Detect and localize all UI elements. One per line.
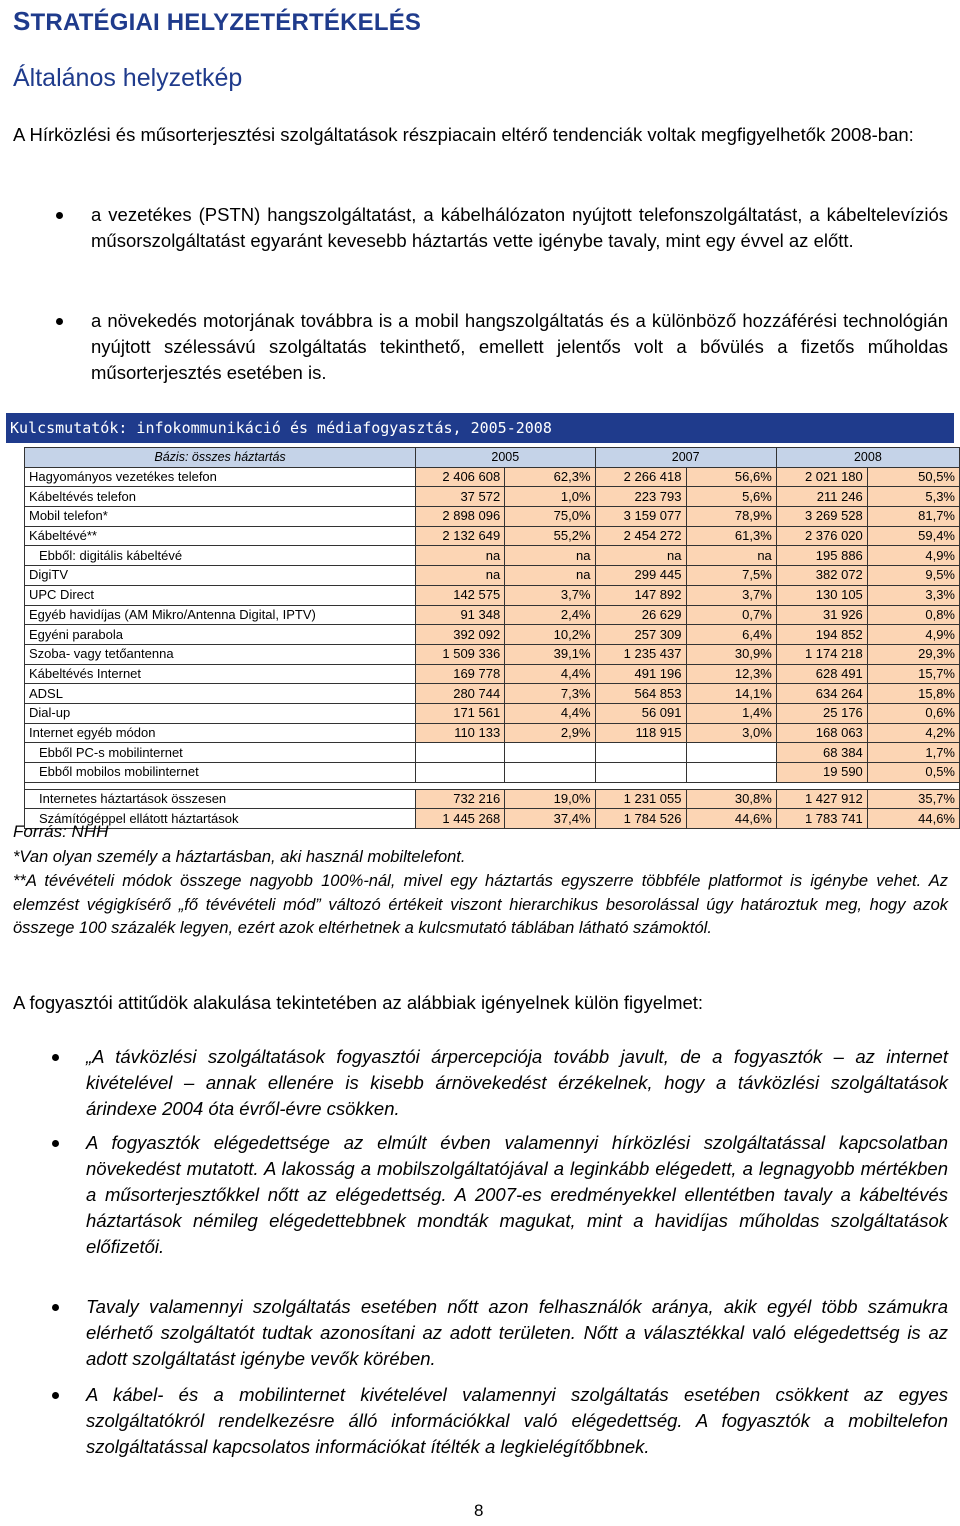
footnote: **A tévévételi módok összege nagyobb 100%-nál, mivel egy háztartás egyszerre többféle platformot is igénybe vehet. Az elemzést végigkísérő „fő tévévételi mód” változó értékeit viszont hierarchikus besorolással úgy határoztuk meg, hogy azok összege 100 százalék legyen, ezért azok eltérhetnek a kulcsmutató táblában látható számoktól.	[13, 872, 948, 937]
count-cell: 118 915	[595, 723, 686, 743]
attitudes-paragraph: A fogyasztói attitűdök alakulása tekintetében az alábbiak igényelnek külön figyelmet:	[13, 992, 704, 1013]
table-row	[25, 526, 960, 546]
year-header: 2005	[416, 448, 595, 468]
percent-cell: 35,7%	[867, 789, 959, 809]
row-label: Kábeltévés Internet	[25, 664, 416, 684]
count-cell: 2 132 649	[416, 526, 505, 546]
count-cell: 564 853	[595, 684, 686, 704]
percent-cell: 3,3%	[867, 585, 959, 605]
table-row	[25, 605, 960, 625]
footnote: *Van olyan személy a háztartásban, aki használ mobiltelefont.	[13, 848, 466, 866]
page-number: 8	[474, 1501, 484, 1520]
percent-cell: 62,3%	[505, 467, 595, 487]
percent-cell: 4,2%	[867, 723, 959, 743]
spacer-cell	[25, 782, 960, 789]
count-cell: 2 898 096	[416, 507, 505, 527]
count-cell	[416, 763, 505, 783]
count-cell: 2 376 020	[776, 526, 867, 546]
bullet-icon	[56, 318, 63, 325]
row-label: DigiTV	[25, 566, 416, 586]
percent-cell: 10,2%	[505, 625, 595, 645]
percent-cell: 81,7%	[867, 507, 959, 527]
title-initial: S	[13, 6, 31, 36]
row-label: Ebből: digitális kábeltévé	[25, 546, 416, 566]
percent-cell: 14,1%	[686, 684, 776, 704]
percent-cell: 1,0%	[505, 487, 595, 507]
percent-cell: na	[505, 546, 595, 566]
percent-cell: 2,4%	[505, 605, 595, 625]
year-header: 2007	[595, 448, 776, 468]
percent-cell: 15,8%	[867, 684, 959, 704]
bullet-item: A kábel- és a mobilinternet kivételével valamennyi szolgáltatás esetében csökkent az egyes szolgáltatókról rendelkezésre álló információkkal való elégedettség. A fogyasztók a mobiltelefon szolgáltatással kapcsolatos információkat ítélték a legkielégítőbbnek.	[86, 1384, 948, 1457]
table-row	[25, 684, 960, 704]
bullet-item: a vezetékes (PSTN) hangszolgáltatást, a kábelhálózaton nyújtott telefonszolgáltatást, a kábeltelevíziós műsorszolgáltatást egyaránt kevesebb háztartás vette igénybe tavaly, mint egy évvel az előtt.	[91, 204, 948, 251]
percent-cell: 55,2%	[505, 526, 595, 546]
base-label: Bázis: összes háztartás	[25, 448, 416, 468]
percent-cell: 3,7%	[505, 585, 595, 605]
row-label: Internet egyéb módon	[25, 723, 416, 743]
count-cell: 1 231 055	[595, 789, 686, 809]
row-label: Kábeltévé**	[25, 526, 416, 546]
count-cell: 25 176	[776, 703, 867, 723]
key-indicators-table	[24, 447, 960, 829]
percent-cell: 29,3%	[867, 644, 959, 664]
percent-cell: 7,3%	[505, 684, 595, 704]
row-label: Dial-up	[25, 703, 416, 723]
percent-cell: 59,4%	[867, 526, 959, 546]
table-row	[25, 703, 960, 723]
row-label: Kábeltévés telefon	[25, 487, 416, 507]
percent-cell: 30,9%	[686, 644, 776, 664]
percent-cell: 50,5%	[867, 467, 959, 487]
percent-cell: 3,7%	[686, 585, 776, 605]
row-label: UPC Direct	[25, 585, 416, 605]
count-cell	[595, 763, 686, 783]
percent-cell: 39,1%	[505, 644, 595, 664]
count-cell: na	[416, 546, 505, 566]
count-cell: 628 491	[776, 664, 867, 684]
count-cell: 223 793	[595, 487, 686, 507]
percent-cell	[686, 743, 776, 763]
table-row	[25, 546, 960, 566]
percent-cell: 56,6%	[686, 467, 776, 487]
count-cell: 491 196	[595, 664, 686, 684]
percent-cell	[686, 763, 776, 783]
table-row	[25, 763, 960, 783]
count-cell: 68 384	[776, 743, 867, 763]
count-cell: 171 561	[416, 703, 505, 723]
table-row	[25, 625, 960, 645]
count-cell: 26 629	[595, 605, 686, 625]
count-cell: 1 783 741	[776, 809, 867, 829]
percent-cell: 2,9%	[505, 723, 595, 743]
bullet-icon	[52, 1304, 59, 1311]
table-row	[25, 644, 960, 664]
count-cell: na	[416, 566, 505, 586]
row-label: Ebből mobilos mobilinternet	[25, 763, 416, 783]
table-row	[25, 789, 960, 809]
count-cell: 56 091	[595, 703, 686, 723]
count-cell: 31 926	[776, 605, 867, 625]
percent-cell: 44,6%	[686, 809, 776, 829]
count-cell: 392 092	[416, 625, 505, 645]
count-cell: 91 348	[416, 605, 505, 625]
table-row	[25, 467, 960, 487]
percent-cell: 30,8%	[686, 789, 776, 809]
count-cell: 142 575	[416, 585, 505, 605]
percent-cell: na	[505, 566, 595, 586]
percent-cell: 37,4%	[505, 809, 595, 829]
percent-cell: 1,7%	[867, 743, 959, 763]
count-cell: 3 269 528	[776, 507, 867, 527]
row-label: ADSL	[25, 684, 416, 704]
row-label: Számítógéppel ellátott háztartások	[25, 809, 416, 829]
percent-cell: 4,4%	[505, 664, 595, 684]
bullet-icon	[52, 1140, 59, 1147]
count-cell: 2 021 180	[776, 467, 867, 487]
bullet-icon	[56, 212, 63, 219]
title-rest: TRATÉGIAI HELYZETÉRTÉKELÉS	[30, 9, 422, 36]
table-row	[25, 743, 960, 763]
row-label: Szoba- vagy tetőantenna	[25, 644, 416, 664]
count-cell: 1 427 912	[776, 789, 867, 809]
bullet-item: a növekedés motorjának továbbra is a mobil hangszolgáltatás és a különböző hozzáférési technológián nyújtott szélessávú szolgáltatás tekinthető, emellett jelentős volt a bővülés a fizetős műholdas műsorterjesztés esetében is.	[91, 310, 948, 383]
table-row	[25, 723, 960, 743]
percent-cell: na	[686, 546, 776, 566]
table-spacer-row	[25, 782, 960, 789]
percent-cell: 9,5%	[867, 566, 959, 586]
count-cell: 257 309	[595, 625, 686, 645]
count-cell: 130 105	[776, 585, 867, 605]
count-cell: 2 406 608	[416, 467, 505, 487]
row-label: Egyéni parabola	[25, 625, 416, 645]
count-cell: 3 159 077	[595, 507, 686, 527]
count-cell: 1 784 526	[595, 809, 686, 829]
count-cell: 147 892	[595, 585, 686, 605]
count-cell	[595, 743, 686, 763]
percent-cell: 6,4%	[686, 625, 776, 645]
count-cell: 211 246	[776, 487, 867, 507]
year-header: 2008	[776, 448, 959, 468]
table-row	[25, 664, 960, 684]
table-row	[25, 487, 960, 507]
percent-cell: 4,9%	[867, 546, 959, 566]
count-cell: 382 072	[776, 566, 867, 586]
percent-cell: 44,6%	[867, 809, 959, 829]
percent-cell: 75,0%	[505, 507, 595, 527]
row-label: Mobil telefon*	[25, 507, 416, 527]
section-subtitle: Általános helyzetkép	[13, 64, 243, 92]
row-label: Ebből PC-s mobilinternet	[25, 743, 416, 763]
percent-cell: 19,0%	[505, 789, 595, 809]
count-cell: 168 063	[776, 723, 867, 743]
count-cell: 195 886	[776, 546, 867, 566]
count-cell: 19 590	[776, 763, 867, 783]
count-cell: 1 235 437	[595, 644, 686, 664]
count-cell	[416, 743, 505, 763]
count-cell: 280 744	[416, 684, 505, 704]
percent-cell: 78,9%	[686, 507, 776, 527]
count-cell: 1 509 336	[416, 644, 505, 664]
table-title: Kulcsmutatók: infokommunikáció és médiafogyasztás, 2005-2008	[6, 413, 954, 443]
count-cell: 169 778	[416, 664, 505, 684]
percent-cell	[505, 763, 595, 783]
bullet-item: Tavaly valamennyi szolgáltatás esetében nőtt azon felhasználók aránya, akik egyél több számukra elérhető szolgáltatót tudtak azonosítani az adott területen. Nőtt a választékkal való elégedettség is az adott szolgáltatást igénybe vevők körében.	[86, 1296, 948, 1369]
row-label: Egyéb havidíjas (AM Mikro/Antenna Digital, IPTV)	[25, 605, 416, 625]
row-label: Internetes háztartások összesen	[25, 789, 416, 809]
percent-cell: 5,6%	[686, 487, 776, 507]
percent-cell: 15,7%	[867, 664, 959, 684]
percent-cell: 12,3%	[686, 664, 776, 684]
bullet-item: „A távközlési szolgáltatások fogyasztói árpercepciója tovább javult, de a fogyasztók – az internet kivételével – annak ellenére is kisebb árnövekedést érzékelnek, hogy a távközlési szolgáltatások árindexe 2004 óta évről-évre csökken.	[86, 1046, 948, 1119]
row-label: Hagyományos vezetékes telefon	[25, 467, 416, 487]
source-note: Forrás: NHH	[13, 822, 109, 841]
count-cell: 194 852	[776, 625, 867, 645]
bullet-icon	[52, 1054, 59, 1061]
page-title	[13, 6, 421, 37]
count-cell: 299 445	[595, 566, 686, 586]
percent-cell: 4,9%	[867, 625, 959, 645]
percent-cell	[505, 743, 595, 763]
count-cell: 634 264	[776, 684, 867, 704]
percent-cell: 1,4%	[686, 703, 776, 723]
percent-cell: 7,5%	[686, 566, 776, 586]
count-cell: 110 133	[416, 723, 505, 743]
table-row	[25, 507, 960, 527]
percent-cell: 3,0%	[686, 723, 776, 743]
count-cell: na	[595, 546, 686, 566]
percent-cell: 0,6%	[867, 703, 959, 723]
bullet-icon	[52, 1392, 59, 1399]
percent-cell: 0,8%	[867, 605, 959, 625]
percent-cell: 0,5%	[867, 763, 959, 783]
percent-cell: 5,3%	[867, 487, 959, 507]
count-cell: 1 174 218	[776, 644, 867, 664]
bullet-item: A fogyasztók elégedettsége az elmúlt évben valamennyi hírközlési szolgáltatással kapcsolatban növekedést mutatott. A lakosság a mobilszolgáltatójával a leginkább elégedett, a legnagyobb mértékben a műsorterjesztőkkel nőtt az elégedettség. A 2007-es eredményekkel ellentétben tavaly a kábeltévés háztartások némileg elégedettebbnek mondták magukat, mint a havidíjas műholdas szolgáltatások előfizetői.	[86, 1132, 948, 1257]
count-cell: 1 445 268	[416, 809, 505, 829]
count-cell: 2 454 272	[595, 526, 686, 546]
table-row	[25, 809, 960, 829]
table-row	[25, 566, 960, 586]
count-cell: 37 572	[416, 487, 505, 507]
percent-cell: 61,3%	[686, 526, 776, 546]
count-cell: 2 266 418	[595, 467, 686, 487]
table-header-row	[25, 448, 960, 468]
percent-cell: 4,4%	[505, 703, 595, 723]
count-cell: 732 216	[416, 789, 505, 809]
percent-cell: 0,7%	[686, 605, 776, 625]
intro-paragraph: A Hírközlési és műsorterjesztési szolgáltatások részpiacain eltérő tendenciák voltak megfigyelhetők 2008-ban:	[13, 124, 914, 145]
table-row	[25, 585, 960, 605]
